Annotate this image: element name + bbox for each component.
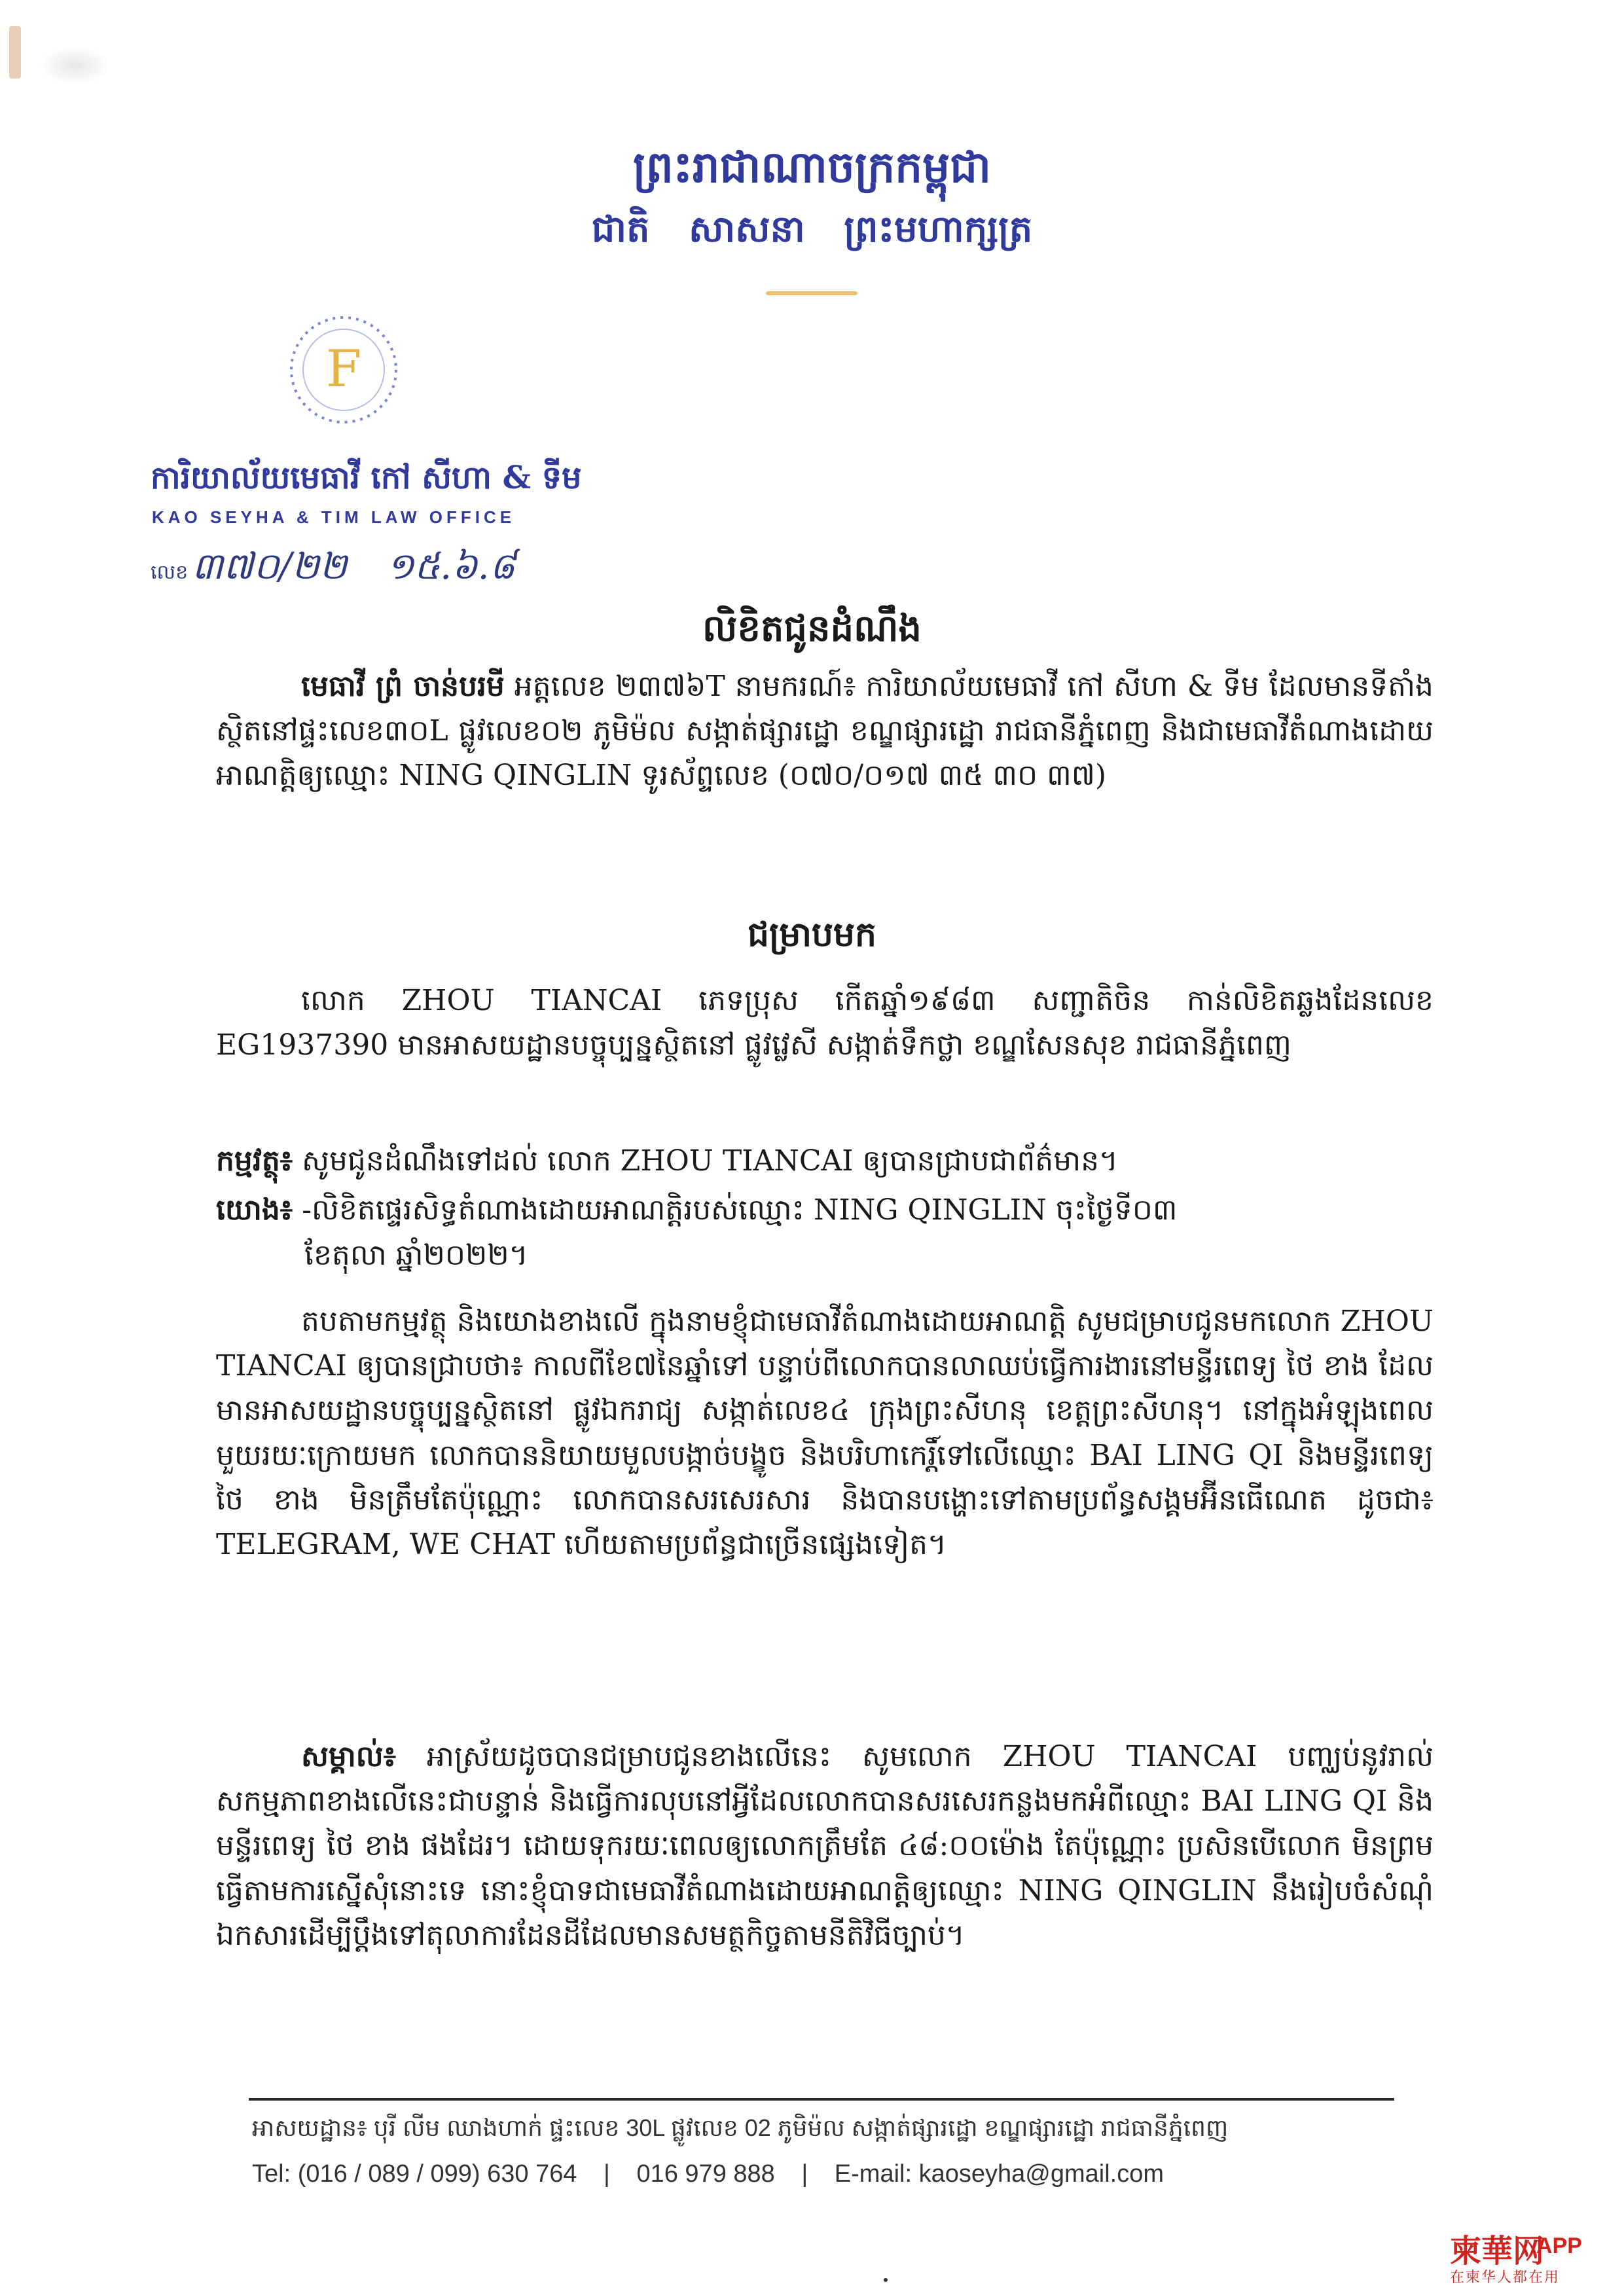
watermark-logo (1450, 2226, 1614, 2285)
intro-paragraph (216, 664, 1434, 799)
footer-separator: | (604, 2160, 610, 2188)
footer-tel2: 016 979 888 (636, 2160, 775, 2188)
watermark-app: APP (1536, 2233, 1582, 2258)
ref-label: លេខ (151, 561, 189, 584)
scan-dot (884, 2278, 888, 2282)
firm-name-english: KAO SEYHA & TIM LAW OFFICE (152, 507, 516, 527)
reference-date: ខែតុលា ឆ្នាំ២០២២។ (304, 1238, 528, 1272)
footer-email: E-mail: kaoseyha@gmail.com (834, 2160, 1164, 2188)
firm-logo-icon (281, 308, 406, 432)
subject-line (216, 1139, 1434, 1184)
note-text: អាស្រ័យដូចបានជម្រាបជូនខាងលើនេះ សូមលោក ZHOU TIANCAI បញ្ឈប់នូវរាល់សកម្មភាពខាងលើនេះជាបន្ទាន់ និងធ្វើការលុបនៅអ្វីដែលលោកបានសរសេរកន្លងមកអំពីឈ្មោះ BAI LING QI និង មន្ទីរពេទ្យ ថៃ ខាង ផងដែរ។ ដោយទុករយៈពេលឲ្យលោកត្រឹមតែ ៤៨:០០ម៉ោង តែប៉ុណ្ណោះ ប្រសិនបើលោក មិនព្រមធ្វើតាមការស្នើសុំនោះទេ នោះខ្ញុំបាទជាមេធាវីតំណាងដោយអាណត្តិឲ្យឈ្មោះ NING QINGLIN នឹងរៀបចំសំណុំឯកសារដើម្បីប្តឹងទៅតុលាការដែនដីដែលមានសមត្ថកិច្ចតាមនីតិវិធីច្បាប់។ (216, 1740, 1434, 1952)
document-title: លិខិតជូនដំណឹង (702, 607, 922, 650)
footer-separator: | (801, 2160, 808, 2188)
watermark-slogan: 在柬华人都在用 (1450, 2269, 1561, 2286)
intro-text: អត្តលេខ ២៣៧៦T នាមករណ៍៖ ការិយាល័យមេធាវី កៅ សីហា & ទីម ដែលមានទីតាំងស្ថិតនៅផ្ទះលេខ៣០L ផ្លូវលេខ០២ ភូមិម៉ល សង្កាត់ផ្សារដ្ឋោ ខណ្ឌផ្សារដ្ឋោ រាជធានីភ្នំពេញ និងជាមេធាវីតំណាងដោយអាណត្តិឲ្យឈ្មោះ NING QINGLIN ទូរស័ព្ទលេខ (០៧០/០១៧ ៣៥ ៣០ ៣៧) (216, 670, 1434, 793)
reference-number (151, 543, 515, 597)
subject-label: កម្មវត្ថុ៖ (216, 1144, 293, 1178)
subject-text: សូមជូនដំណឹងទៅដល់ លោក ZHOU TIANCAI ឲ្យបានជ្រាបជាព័ត៌មាន។ (302, 1144, 1119, 1178)
footer-contact (252, 2160, 1183, 2188)
reference-text: -លិខិតផ្ទេរសិទ្ធតំណាងដោយអាណត្តិរបស់ឈ្មោះ NING QINGLIN ចុះថ្ងៃទី០៣ (302, 1193, 1178, 1227)
footer-tel: Tel: (016 / 089 / 099) 630 764 (252, 2160, 577, 2188)
ref-number: ៣៧០/២២ (192, 545, 348, 588)
footer-address: អាសយដ្ឋាន៖ បុរី លីម ឈាងហាក់ ផ្ទះលេខ 30L ផ្លូវលេខ 02 ភូមិម៉ល សង្កាត់ផ្សារដ្ឋោ ខណ្ឌផ្សារដ្ឋោ រាជធានីភ្នំពេញ (252, 2114, 1229, 2141)
main-paragraph: តបតាមកម្មវត្ថុ និងយោងខាងលើ ក្នុងនាមខ្ញុំជាមេធាវីតំណាងដោយអាណត្តិ សូមជម្រាបជូនមកលោក ZHOU TIANCAI ឲ្យបានជ្រាបថា៖ កាលពីខែ៧នៃឆ្នាំទៅ បន្ទាប់ពីលោកបានលាឈប់ធ្វើការងារនៅមន្ទីរពេទ្យ ថៃ ខាង ដែលមានអាសយដ្ឋានបច្ចុប្បន្នស្ថិតនៅ ផ្លូវឯករាជ្យ សង្កាត់លេខ៤ ក្រុងព្រះសីហនុ ខេត្តព្រះសីហនុ។ នៅក្នុងអំឡុងពេលមួយរយៈក្រោយមក លោកបាននិយាយមួលបង្កាច់បង្ខូច និងបរិហាកេរ្តិ៍ទៅលើឈ្មោះ BAI LING QI និងមន្ទីរពេទ្យ ថៃ ខាង មិនត្រឹមតែប៉ុណ្ណោះ លោកបានសរសេរសារ និងបានបង្ហោះទៅតាមប្រព័ន្ធសង្គមអ៊ីនធើណេត ដូចជា៖ TELEGRAM, WE CHAT ហើយតាមប្រព័ន្ធជាច្រើនផ្សេងទៀត។ (216, 1305, 1434, 1561)
scan-artifact (9, 26, 21, 79)
watermark-brand: 柬華网 (1450, 2233, 1545, 2269)
scan-artifact (39, 46, 111, 85)
footer-divider (249, 2098, 1394, 2101)
reference-line (216, 1188, 1434, 1233)
firm-name-khmer: ការិយាល័យមេធាវី កៅ សីហា & ទីម (151, 460, 582, 496)
kingdom-title: ព្រះរាជាណាចក្រកម្ពុជា (633, 141, 991, 192)
note-label: សម្គាល់៖ (301, 1740, 397, 1773)
recipient-paragraph: លោក ZHOU TIANCAI ភេទប្រុស កើតឆ្នាំ១៩៨៣ សញ្ជាតិចិន កាន់លិខិតឆ្លងដែនលេខ EG1937390 មានអាសយដ្ឋានបច្ចុប្បន្នស្ថិតនៅ ផ្លូវវេ្លសី សង្កាត់ទឹកថ្លា ខណ្ឌសែនសុខ រាជធានីភ្នំពេញ (216, 984, 1434, 1062)
ornament-divider (766, 291, 857, 295)
reference-label: យោង៖ (216, 1193, 293, 1227)
logo-letter: F (325, 340, 362, 399)
ref-date: ១៥.៦.៨ (386, 545, 516, 588)
section-heading: ជម្រាបមក (747, 914, 877, 954)
note-paragraph (216, 1735, 1434, 1958)
kingdom-motto: ជាតិ សាសនា ព្រះមហាក្សត្រ (591, 208, 1033, 251)
intro-lead: មេធាវី ព្រំ ចាន់បរមី (301, 670, 505, 703)
